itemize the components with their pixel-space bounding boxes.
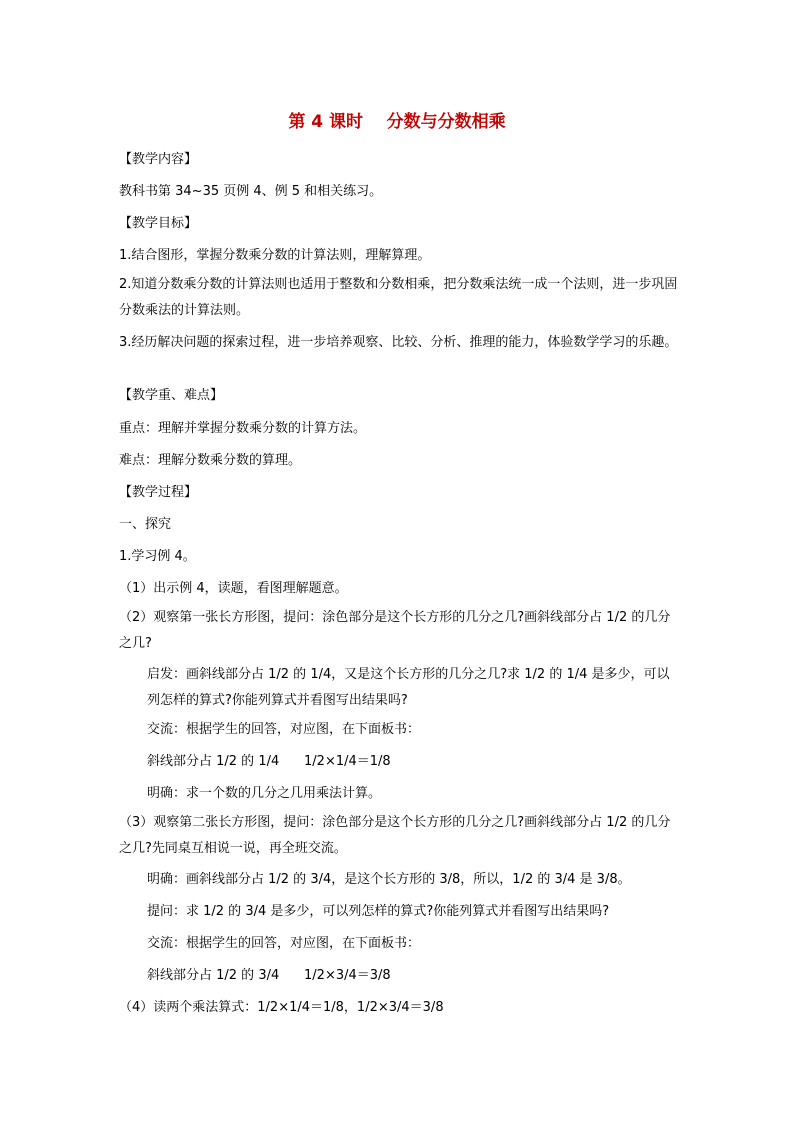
step-3: （3）观察第二张长方形图，提问：涂色部分是这个长方形的几分之几?画斜线部分占 1/2 的几分之几?先同桌互相说一说，再全班交流。 — [119, 815, 671, 856]
lesson-title: 第 4 课时 分数与分数相乘 — [288, 112, 506, 132]
prompt-inspire: 启发：画斜线部分占 1/2 的 1/4，又是这个长方形的几分之几?求 1/2 的 1/4 是多少，可以列怎样的算式?你能列算式并看图写出结果吗? — [147, 667, 670, 708]
step-1: （1）出示例 4，读题，看图理解题意。 — [119, 581, 348, 596]
key-point: 重点：理解并掌握分数乘分数的计算方法。 — [119, 421, 367, 436]
clarify-2: 明确：画斜线部分占 1/2 的 3/4，是这个长方形的 3/8，所以，1/2 的 3/4 是 3/8。 — [147, 872, 631, 887]
step-learn-example-4: 1.学习例 4。 — [119, 549, 196, 564]
subheading-explore: 一、探究 — [119, 517, 172, 532]
section-heading-goals: 【教学目标】 — [119, 216, 198, 231]
question: 提问：求 1/2 的 3/4 是多少，可以列怎样的算式?你能列算式并看图写出结果吗? — [147, 904, 610, 919]
exchange-2: 交流：根据学生的回答，对应图，在下面板书： — [147, 936, 421, 951]
section-heading-content: 【教学内容】 — [119, 152, 198, 167]
board-note-1: 斜线部分占 1/2 的 1/4 1/2×1/4＝1/8 — [147, 754, 391, 769]
paragraph-textbook-pages: 教科书第 34~35 页例 4、例 5 和相关练习。 — [119, 184, 383, 199]
goal-item-1: 1.结合图形，掌握分数乘分数的计算法则，理解算理。 — [119, 248, 431, 263]
section-heading-process: 【教学过程】 — [119, 485, 198, 500]
section-heading-key-points: 【教学重、难点】 — [119, 388, 224, 403]
board-note-2: 斜线部分占 1/2 的 3/4 1/2×3/4＝3/8 — [147, 968, 391, 983]
goal-item-3: 3.经历解决问题的探索过程，进一步培养观察、比较、分析、推理的能力，体验数学学习的乐趣。 — [119, 335, 678, 350]
goal-item-2: 2.知道分数乘分数的计算法则也适用于整数和分数相乘，把分数乘法统一成一个法则，进一步巩固分数乘法的计算法则。 — [119, 277, 678, 318]
clarify-1: 明确：求一个数的几分之几用乘法计算。 — [147, 786, 382, 801]
step-2: （2）观察第一张长方形图，提问：涂色部分是这个长方形的几分之几?画斜线部分占 1/2 的几分之几? — [119, 610, 671, 651]
exchange-1: 交流：根据学生的回答，对应图，在下面板书： — [147, 722, 421, 737]
step-4: （4）读两个乘法算式：1/2×1/4＝1/8，1/2×3/4＝3/8 — [119, 1000, 444, 1015]
difficult-point: 难点：理解分数乘分数的算理。 — [119, 453, 302, 468]
